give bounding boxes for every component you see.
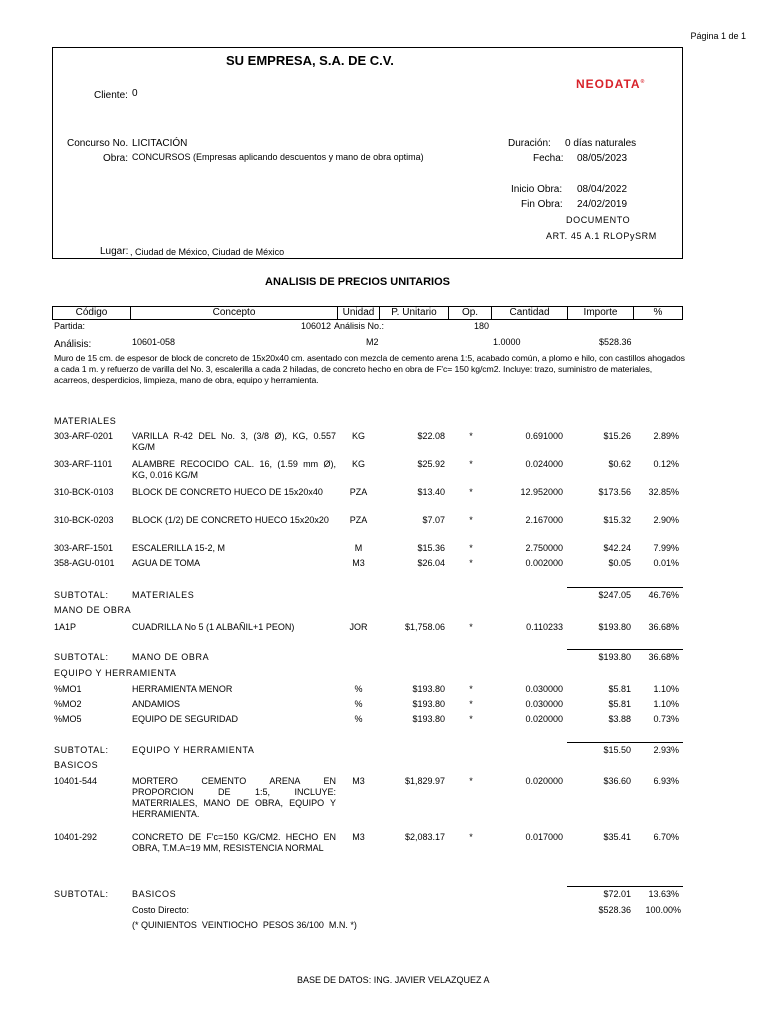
costo-directo-amount: $528.36 [598,905,631,915]
row-code: %MO2 [54,699,82,709]
row-op: * [469,543,473,553]
row-desc: CONCRETO DE F'c=150 KG/CM2. HECHO EN OBRA, T.M.A=19 MM, RESISTENCIA NORMAL [132,832,336,853]
row-code: 358-AGU-0101 [54,558,115,568]
row-qty: 0.030000 [525,699,563,709]
partida-value: 106012 [301,321,332,331]
col-header-punitario: P. Unitario [379,306,449,320]
row-unit: PZA [349,515,368,525]
row-unit: KG [351,459,365,469]
row-op: * [469,487,473,497]
col-header-cantidad: Cantidad [491,306,568,320]
row-qty: 0.691000 [525,431,563,441]
row-code: %MO5 [54,714,82,724]
row-qty: 0.110233 [526,622,563,632]
documento-label: DOCUMENTO [566,215,631,225]
row-qty: 0.024000 [525,459,563,469]
row-code: 310-BCK-0203 [54,515,114,525]
analisis-description: Muro de 15 cm. de espesor de block de concreto de 15x20x40 cm. asentado con mezcla de cemento arena 1:5, acabado común, a plomo e hilo, con castillos ahogados a cada 1 m. y refuerzo de varilla del No. 3, escalerilla a cada 2 hiladas, de concreto hecho en obra de F'c= 150 kg/cm2. Incluye: trazo, suministro de materiales, acarreos, desperdicios, limpieza, mano de obra, equipo y herramienta. [54,353,685,385]
row-unit: M3 [352,776,365,786]
row-op: * [469,431,473,441]
row-code: 10401-292 [54,832,98,842]
row-amount: $36.60 [603,776,631,786]
row-qty: 12.952000 [520,487,563,497]
row-desc: BLOCK (1/2) DE CONCRETO HUECO 15x20x20 [132,515,329,525]
footer-database: BASE DE DATOS: ING. JAVIER VELAZQUEZ A [297,975,490,985]
col-header-pct: % [633,306,683,320]
subtotal-rule [567,649,683,650]
row-price: $193.80 [412,714,445,724]
subtotal-amount: $72.01 [603,889,631,899]
col-header-codigo: Código [52,306,131,320]
row-unit: M3 [352,832,365,842]
row-op: * [469,714,473,724]
subtotal-label: SUBTOTAL: [54,652,109,662]
fin-obra-label: Fin Obra: [521,199,563,210]
section-title-mano-obra: MANO DE OBRA [54,605,132,615]
col-header-unidad: Unidad [337,306,380,320]
analisis-no-label: Análisis No.: [334,321,385,331]
row-qty: 2.750000 [525,543,563,553]
row-pct: 36.68% [648,622,679,632]
row-amount: $173.56 [598,487,631,497]
section-title-basicos: BASICOS [54,760,99,770]
row-unit: % [354,714,363,724]
row-pct: 7.99% [653,543,679,553]
row-desc: AGUA DE TOMA [132,558,201,568]
row-pct: 2.89% [653,431,679,441]
analisis-code: 10601-058 [132,337,176,347]
col-header-op: Op. [448,306,492,320]
col-header-concepto: Concepto [130,306,338,320]
row-price: $1,829.97 [404,776,445,786]
subtotal-amount: $247.05 [598,590,631,600]
row-desc: ALAMBRE RECOCIDO CAL. 16, (1.59 mm Ø), KG, 0.016 KG/M [132,459,336,480]
concurso-label: Concurso No. [67,138,129,149]
row-op: * [469,699,473,709]
analisis-unit: M2 [366,337,379,347]
neodata-logo [576,77,645,91]
row-code: 303-ARF-1501 [54,543,114,553]
row-price: $2,083.17 [404,832,445,842]
row-qty: 0.020000 [525,776,563,786]
row-amount: $0.62 [608,459,631,469]
cliente-label: Cliente: [94,90,128,101]
subtotal-pct: 2.93% [653,745,679,755]
row-unit: JOR [349,622,368,632]
row-unit: M3 [352,558,365,568]
subtotal-rule [567,587,683,588]
row-unit: KG [351,431,365,441]
subtotal-name: MATERIALES [132,590,195,600]
subtotal-amount: $193.80 [598,652,631,662]
row-price: $193.80 [412,684,445,694]
row-amount: $0.05 [608,558,631,568]
row-op: * [469,459,473,469]
row-price: $15.36 [417,543,445,553]
row-desc: CUADRILLA No 5 (1 ALBAÑIL+1 PEON) [132,622,295,632]
logo-text: NEODATA [576,77,641,91]
obra-value: CONCURSOS (Empresas aplicando descuentos y mano de obra optima) [132,152,424,162]
row-op: * [469,622,473,632]
row-amount: $3.88 [608,714,631,724]
partida-label: Partida: [54,321,86,331]
row-qty: 0.017000 [525,832,563,842]
row-qty: 0.002000 [525,558,563,568]
subtotal-label: SUBTOTAL: [54,745,109,755]
row-qty: 2.167000 [525,515,563,525]
amount-in-words: (* QUINIENTOS VEINTIOCHO PESOS 36/100 M.N. *) [132,920,357,930]
subtotal-amount: $15.50 [603,745,631,755]
row-op: * [469,776,473,786]
analisis-qty: 1.0000 [493,337,521,347]
inicio-obra-label: Inicio Obra: [511,184,563,195]
row-amount: $5.81 [608,699,631,709]
row-unit: M [354,543,363,553]
row-code: 303-ARF-1101 [54,459,113,469]
row-pct: 0.12% [653,459,679,469]
analisis-no-value: 180 [474,321,490,331]
analisis-amount: $528.36 [599,337,632,347]
subtotal-pct: 36.68% [648,652,679,662]
report-title: ANALISIS DE PRECIOS UNITARIOS [265,276,450,288]
row-pct: 2.90% [653,515,679,525]
subtotal-name: MANO DE OBRA [132,652,210,662]
row-qty: 0.020000 [525,714,563,724]
duracion-value: 0 días naturales [565,138,637,149]
row-price: $13.40 [417,487,445,497]
page-number: Página 1 de 1 [690,31,746,41]
subtotal-name: BASICOS [132,889,177,899]
subtotal-label: SUBTOTAL: [54,889,109,899]
row-code: 303-ARF-0201 [54,431,114,441]
cliente-value: 0 [132,88,138,99]
logo-mark: ® [640,79,646,85]
col-header-importe: Importe [567,306,634,320]
costo-directo-label: Costo Directo: [132,905,190,915]
row-price: $1,758.06 [404,622,445,632]
subtotal-rule [567,886,683,887]
row-code: 310-BCK-0103 [54,487,114,497]
section-title-equipo: EQUIPO Y HERRAMIENTA [54,668,177,678]
row-desc: HERRAMIENTA MENOR [132,684,233,694]
row-code: 10401-544 [54,776,98,786]
section-title-materiales: MATERIALES [54,416,117,426]
company-name: SU EMPRESA, S.A. DE C.V. [226,53,394,68]
lugar-value: , Ciudad de México, Ciudad de México [130,247,285,257]
row-pct: 0.73% [653,714,679,724]
row-unit: PZA [349,487,368,497]
row-pct: 1.10% [653,699,679,709]
row-op: * [469,515,473,525]
obra-label: Obra: [103,153,129,164]
fecha-value: 08/05/2023 [577,153,628,164]
row-unit: % [354,684,363,694]
subtotal-name: EQUIPO Y HERRAMIENTA [132,745,255,755]
subtotal-pct: 46.76% [648,590,679,600]
art-label: ART. 45 A.1 RLOPySRM [546,231,657,241]
costo-directo-pct: 100.00% [645,905,681,915]
row-pct: 6.70% [653,832,679,842]
row-amount: $15.32 [603,515,631,525]
row-amount: $35.41 [603,832,631,842]
row-amount: $193.80 [598,622,631,632]
row-desc: ANDAMIOS [132,699,181,709]
subtotal-pct: 13.63% [648,889,679,899]
row-amount: $42.24 [603,543,631,553]
row-price: $25.92 [417,459,445,469]
row-desc: VARILLA R-42 DEL No. 3, (3/8 Ø), KG, 0.557 KG/M [132,431,336,452]
row-desc: ESCALERILLA 15-2, M [132,543,226,553]
subtotal-rule [567,742,683,743]
duracion-label: Duración: [508,138,551,149]
lugar-label: Lugar: [100,246,129,257]
row-op: * [469,684,473,694]
concurso-value: LICITACIÓN [132,138,188,149]
row-price: $193.80 [412,699,445,709]
row-pct: 6.93% [653,776,679,786]
subtotal-label: SUBTOTAL: [54,590,109,600]
fecha-label: Fecha: [533,153,564,164]
row-desc: EQUIPO DE SEGURIDAD [132,714,239,724]
row-pct: 32.85% [648,487,679,497]
row-code: %MO1 [54,684,82,694]
inicio-obra-value: 08/04/2022 [577,184,628,195]
row-price: $26.04 [417,558,445,568]
row-price: $22.08 [417,431,445,441]
row-amount: $15.26 [603,431,631,441]
row-desc: BLOCK DE CONCRETO HUECO DE 15x20x40 [132,487,323,497]
row-qty: 0.030000 [525,684,563,694]
fin-obra-value: 24/02/2019 [577,199,628,210]
row-pct: 1.10% [653,684,679,694]
row-amount: $5.81 [608,684,631,694]
row-op: * [469,558,473,568]
row-unit: % [354,699,363,709]
row-price: $7.07 [422,515,445,525]
row-op: * [469,832,473,842]
row-desc: MORTERO CEMENTO ARENA EN PROPORCION DE 1:5, INCLUYE: MATERRIALES, MANO DE OBRA, EQUIPO Y HERRAMIENTA. [132,776,336,819]
row-pct: 0.01% [653,558,679,568]
analisis-label: Análisis: [54,339,92,350]
row-code: 1A1P [54,622,77,632]
